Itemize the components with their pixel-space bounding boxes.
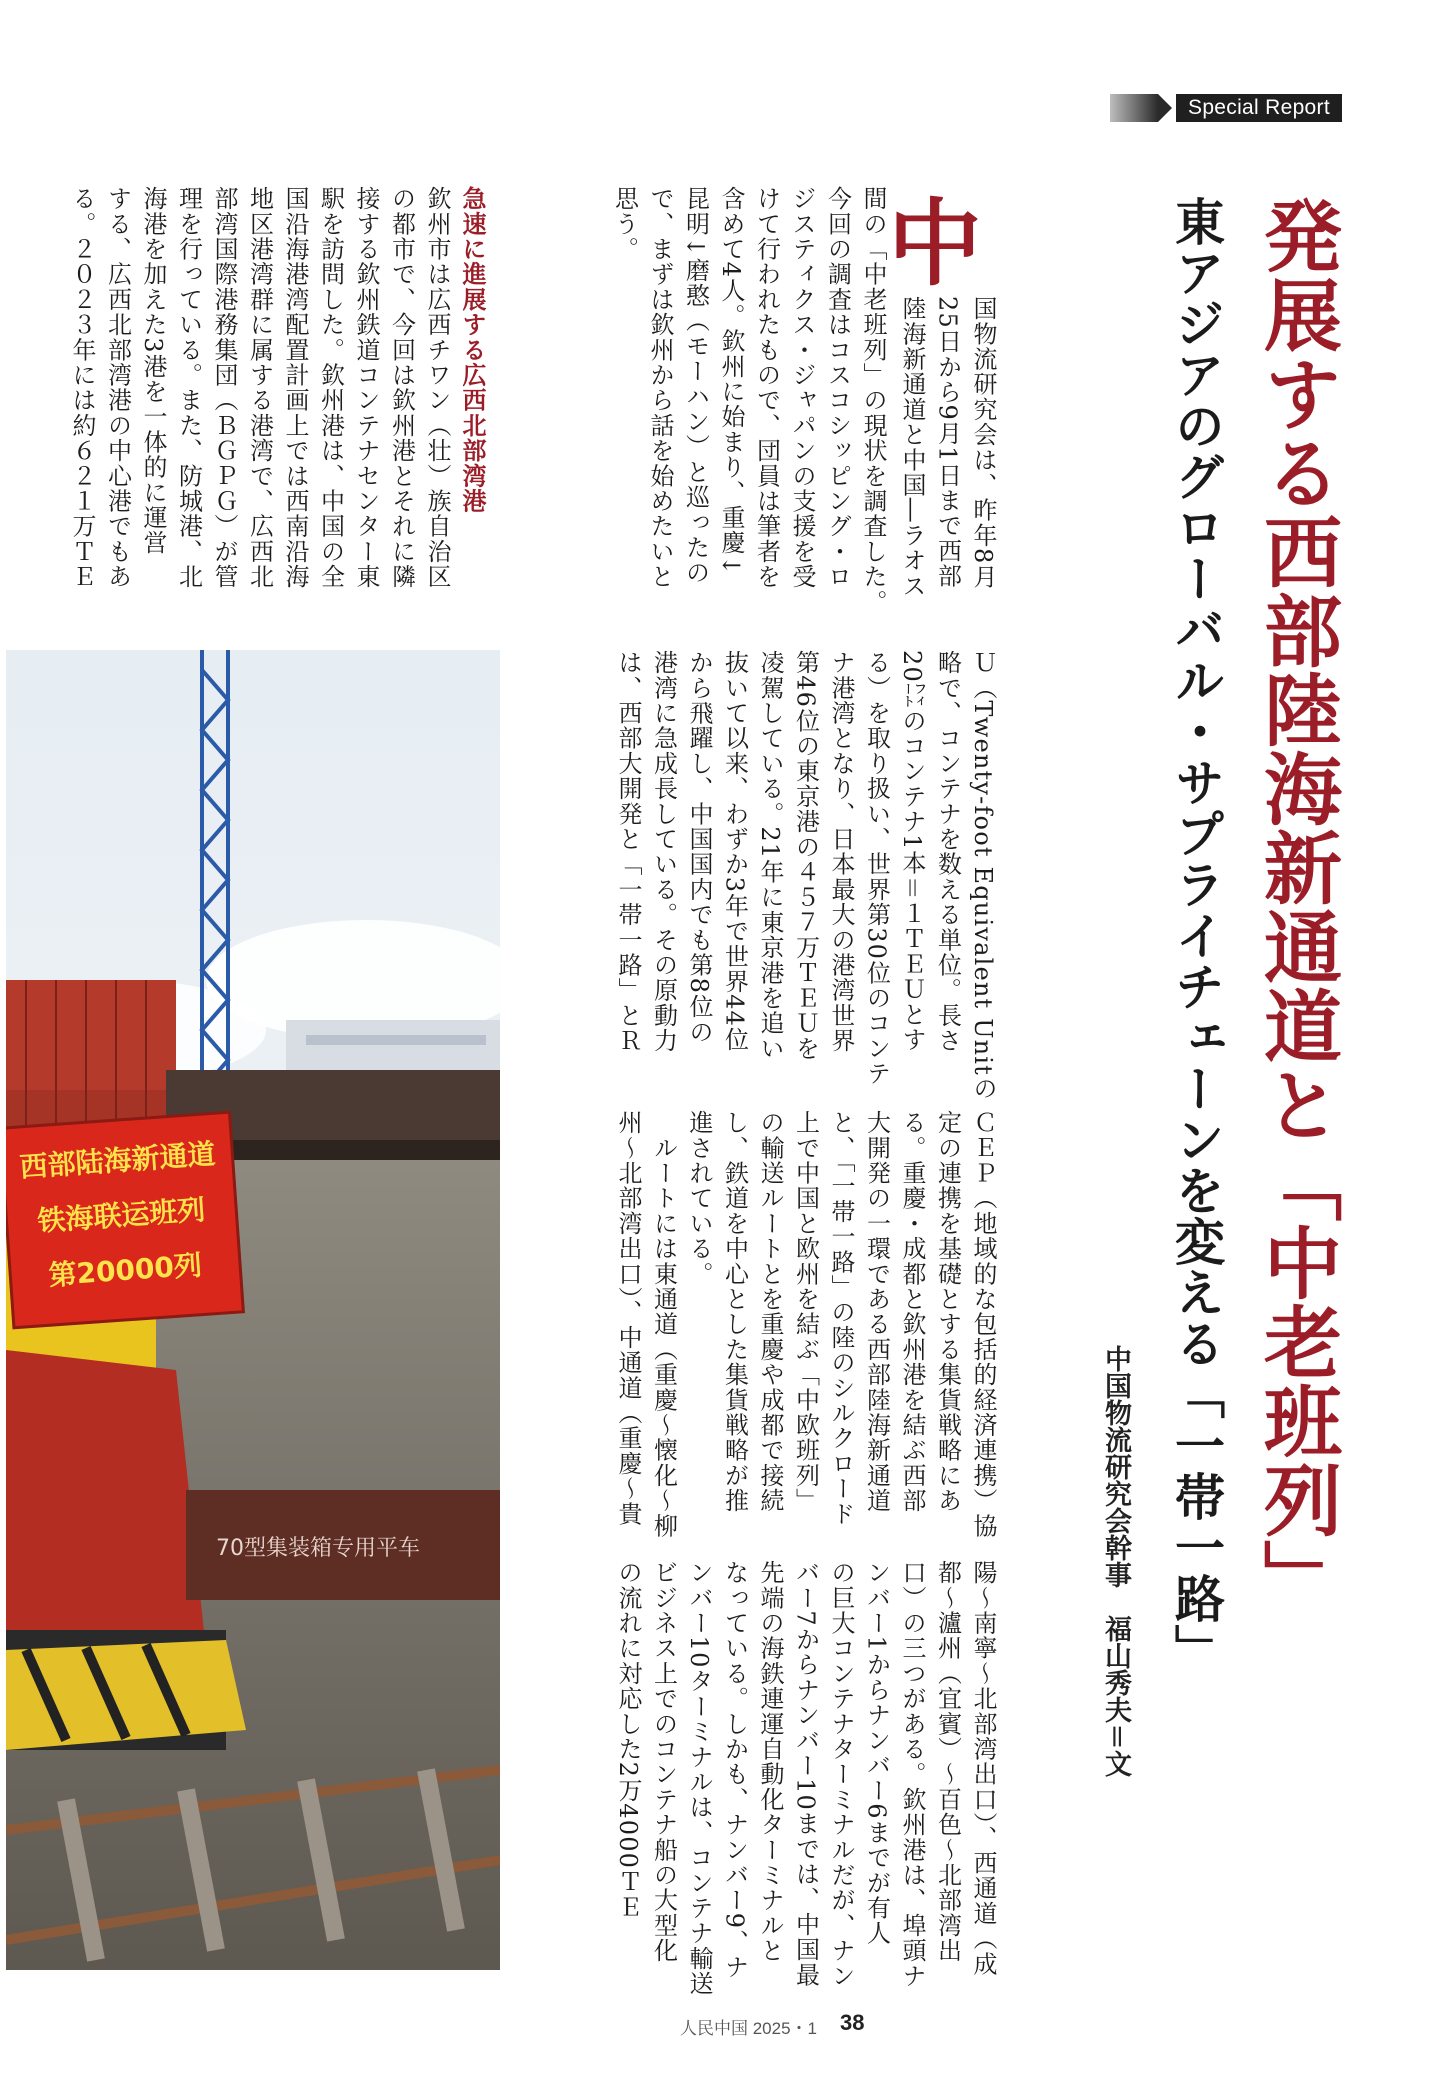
page-footer bbox=[680, 2012, 940, 2038]
magazine-name: 人民中国 2025・1 bbox=[680, 2019, 817, 2038]
body-column-3: 陽～南寧～北部湾出口）、西通道（成 都～瀘州（宜賓）～百色～北部湾出 口）の三つがある。欽州港は、埠頭ナ ンバー1からナンバー6までが有人 の巨大コンテナターミナルだが、ナン バー7からナンバー10までは、中国最 先端の海鉄連運自動化ターミナルと なっている。しかも、ナンバー9、ナ ンバー10ターミナルは、コンテナ輸送 ビジネス上でのコンテナ船の大型化 の流れに対応した2万4000ＴＥ bbox=[614, 1560, 997, 1997]
page-number: 38 bbox=[840, 2010, 865, 2035]
section-tag bbox=[1110, 94, 1342, 122]
byline: 中国物流研究会幹事 福山秀夫＝文 bbox=[1100, 1345, 1131, 1777]
drop-cap: 中 bbox=[887, 189, 982, 299]
train-photo-illustration bbox=[6, 650, 500, 1970]
section-tag-label: Special Report bbox=[1176, 94, 1342, 122]
main-title: 発展する西部陸海新通道と「中老班列」 bbox=[1251, 196, 1342, 1618]
intro-head: 国物流研究会は、昨年8月 25日から9月1日まで西部 陸海新通道と中国―ラオス bbox=[898, 296, 997, 599]
banner-line-1: 西部陆海新通道 bbox=[18, 1137, 217, 1184]
banner-line-2: 铁海联运班列 bbox=[36, 1193, 207, 1238]
tag-arrow-decoration bbox=[1110, 94, 1158, 122]
banner-line-3: 第20000列 bbox=[47, 1248, 203, 1293]
body-column-2: ＣＥＰ（地域的な包括的経済連携）協 定の連携を基礎とする集貨戦略にあ る。重慶・成都と欽州港を結ぶ西部 大開発の一環である西部陸海新通道 と、「一帯一路」の陸のシルクロード 上で中国と欧州を結ぶ「中欧班列」 の輸送ルートとを重慶や成都で接続 し、鉄道を中心とした集貨戦略が推 進されている。 ルートには東通道（重慶～懐化～柳 州～北部湾出口）、中通道（重慶～貴 bbox=[614, 1110, 997, 1539]
section-body: 欽州市は広西チワン（壮）族自治区 の都市で、今回は欽州港とそれに隣 接する欽州鉄道コンテナセンター東 駅を訪問した。欽州港は、中国の全 国沿海港湾配置計画上では西南沿海 地区港湾群に属する港湾で、広西北 部湾国際港務集団（ＢＧＰＧ）が管 理を行っている。また、防城港、北 海港を加えた3港を一体的に運営 する、広西北部湾港の中心港でもあ る。２０２３年には約６２１万ＴＥ bbox=[68, 186, 451, 590]
intro-body: 間の「中老班列」の現状を調査した。 今回の調査はコスコシッピング・ロ ジスティクス・ジャパンの支援を受 けて行われたもので、団員は筆者を 含めて4人。欽州に始まり、重慶↓ 昆明↓磨憨（モーハン）と巡ったの で、まずは欽州から話を始めたいと 思う。 bbox=[610, 186, 887, 615]
section-heading: 急速に進展する広西北部湾港 bbox=[458, 186, 487, 514]
sub-title: 東アジアのグローバル・サプライチェーンを変える「一帯一路」 bbox=[1167, 196, 1226, 1675]
red-banner bbox=[6, 1112, 243, 1328]
body-column-1: Ｕ（Twenty-foot Equivalent Unitの 略で、コンテナを数える単位。長さ 20㌳のコンテナ1本＝１ＴＥＵとす る）を取り扱い、世界第30位のコンテ ナ港湾となり、日本最大の港湾世界 第46位の東京港の４５７万ＴＥＵを 凌駕している。21年に東京港を追い 抜いて以来、わずか3年で世界44位 から飛躍し、中国国内でも第8位の 港湾に急成長している。その原動力 は、西部大開発と「一帯一路」とＲ bbox=[614, 650, 997, 1102]
container-stack bbox=[6, 980, 176, 1090]
wagon-label: 70型集装箱专用平车 bbox=[216, 1536, 420, 1561]
train-photo bbox=[6, 650, 500, 1970]
